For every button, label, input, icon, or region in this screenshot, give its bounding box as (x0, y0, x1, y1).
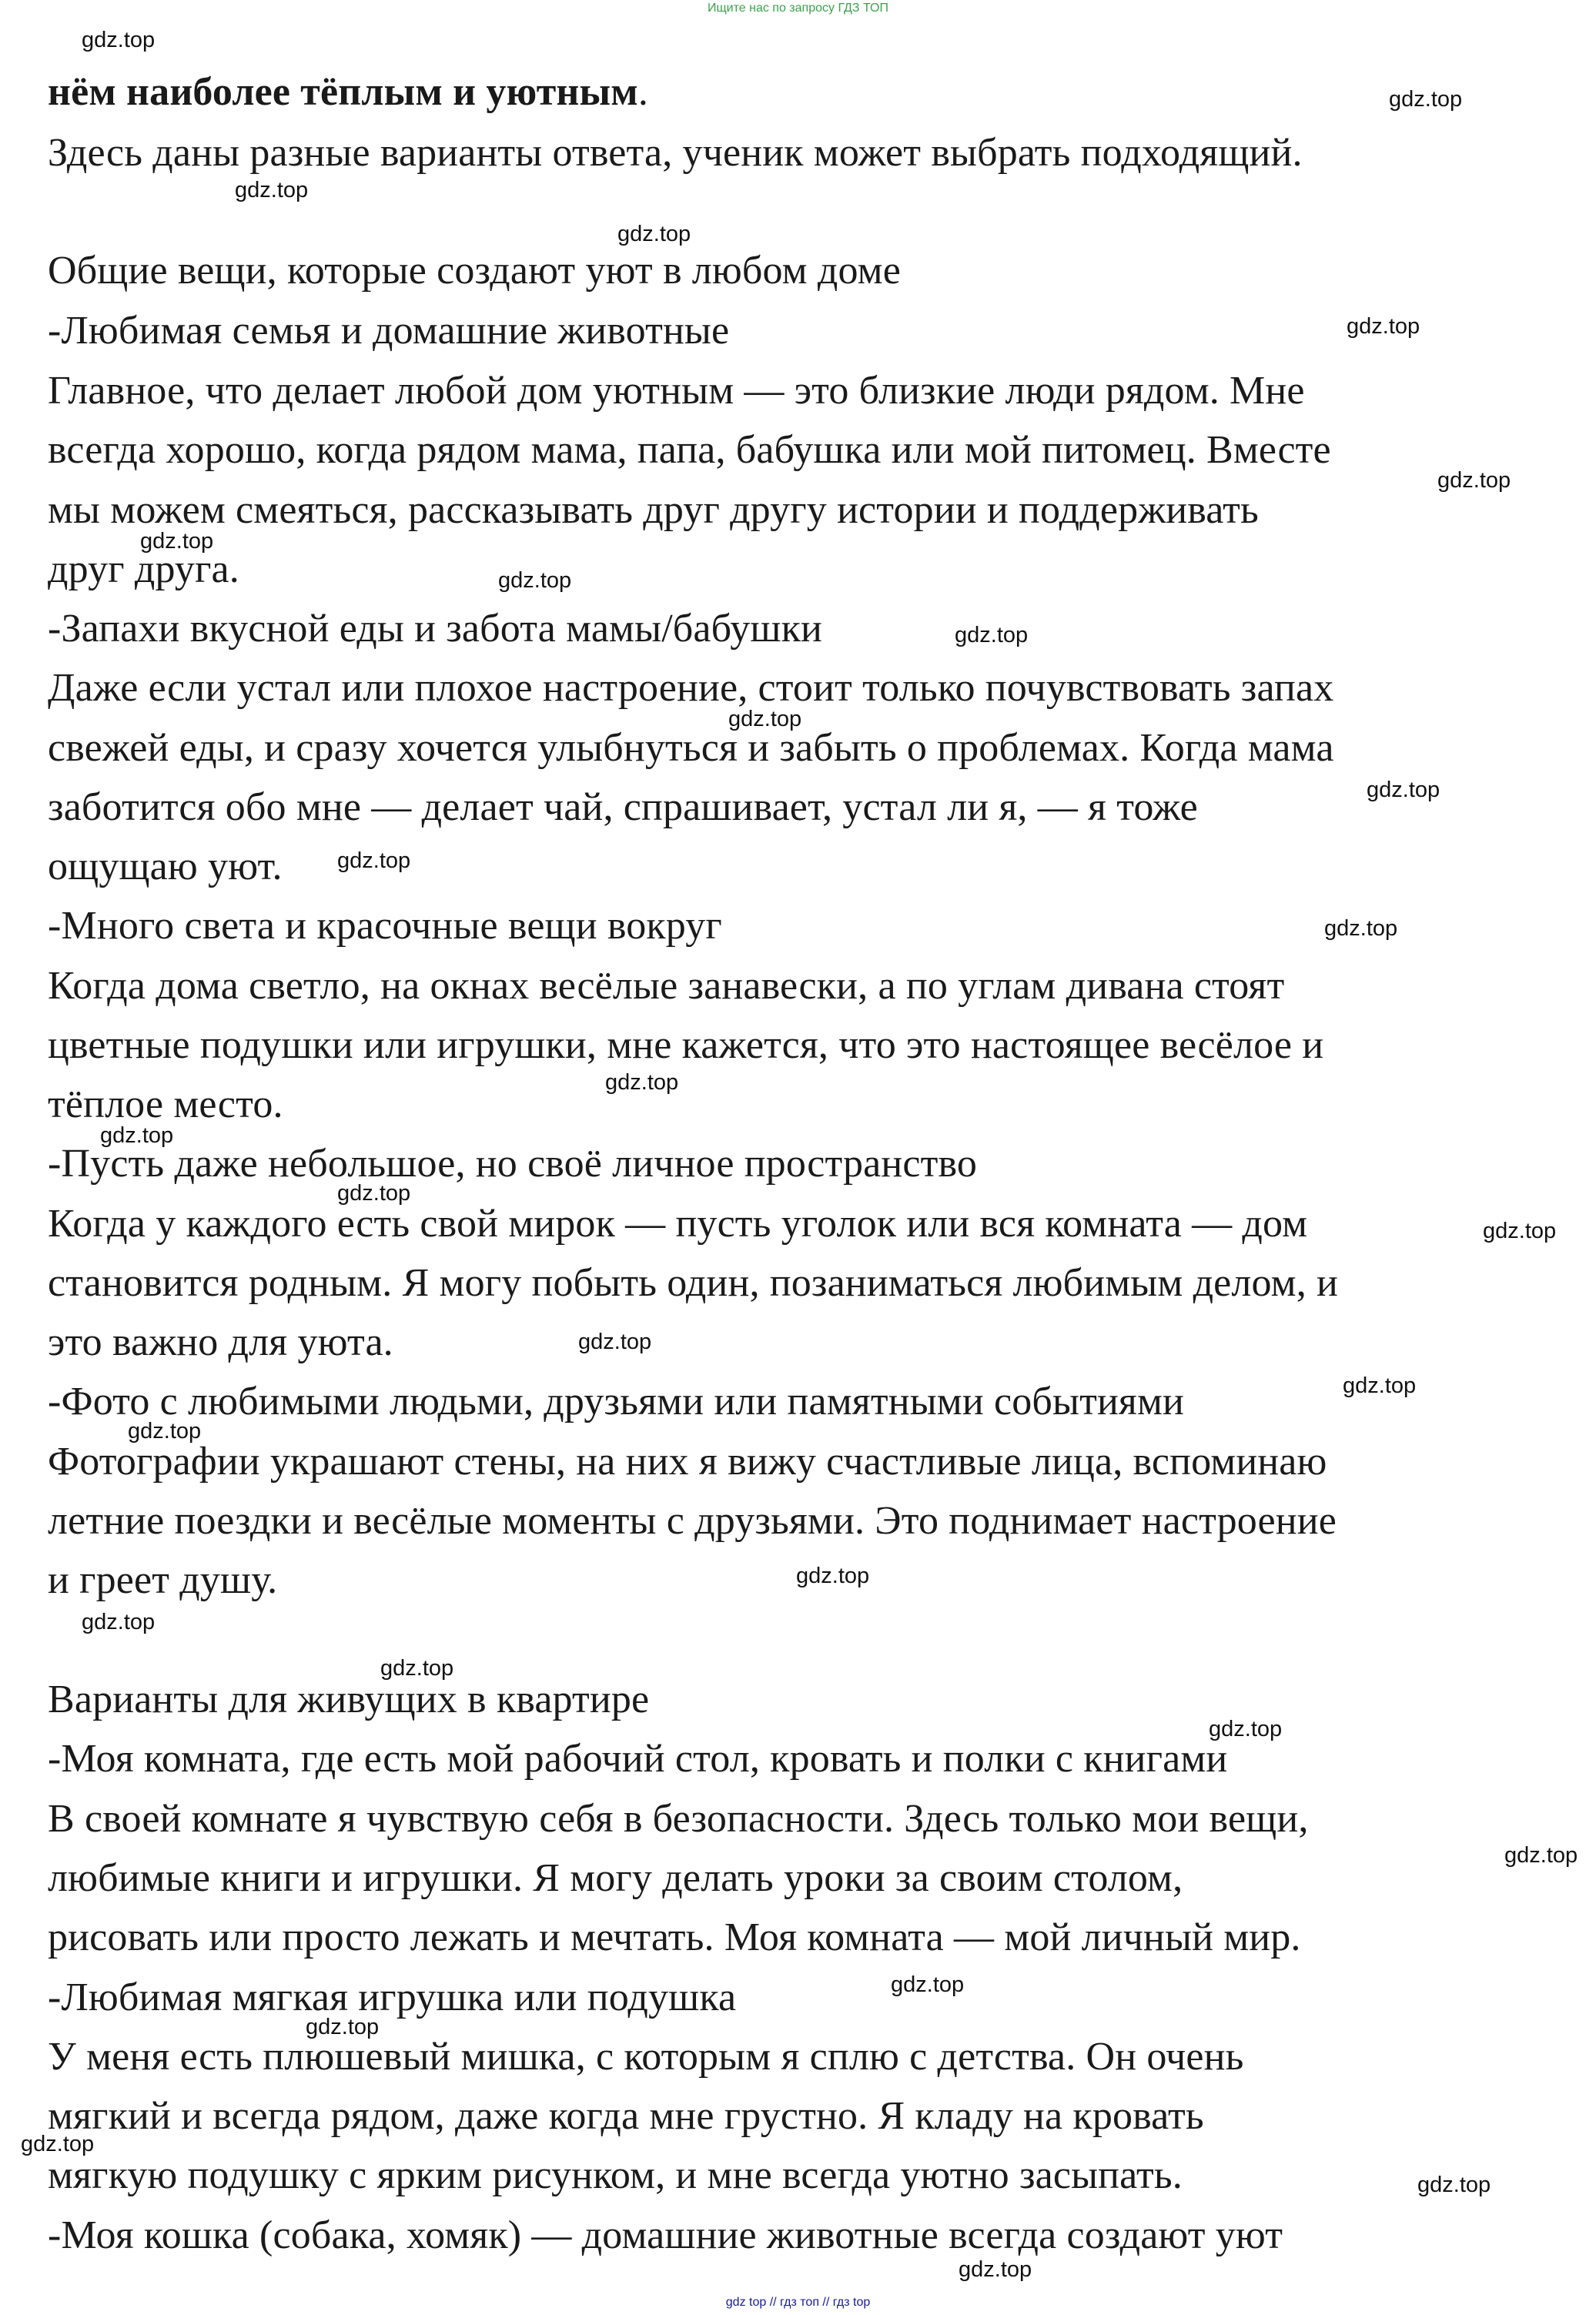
apartment-heading: Варианты для живущих в квартире (48, 1678, 650, 1721)
intro-bold-tail: . (637, 70, 649, 114)
footer-text: gdz top // гдз топ // гдз top (725, 2296, 871, 2309)
intro-note: Здесь даны разные варианты ответа, ученик может выбрать подходящий. (48, 131, 1303, 175)
watermark: gdz.top (306, 2015, 380, 2039)
general-item3-title: -Много света и красочные вещи вокруг (48, 904, 722, 948)
general-item2-line3: заботится обо мне — делает чай, спрашивает, устал ли я, — я тоже (48, 785, 1198, 829)
general-item4-line2: становится родным. Я могу побыть один, позаниматься любимым делом, и (48, 1261, 1339, 1305)
general-item5-line2: летние поездки и весёлые моменты с друзьями. Это поднимает настроение (48, 1499, 1337, 1543)
intro-heading-line (48, 69, 648, 115)
general-item5-title: -Фото с любимыми людьми, друзьями или памятными событиями (48, 1380, 1185, 1423)
general-item3-line3: тёплое место. (48, 1082, 283, 1126)
watermark: gdz.top (1347, 314, 1420, 339)
watermark: gdz.top (578, 1330, 652, 1354)
apartment-item3-title: -Моя кошка (собака, хомяк) — домашние животные всегда создают уют (48, 2213, 1283, 2257)
watermark: gdz.top (891, 1972, 965, 1997)
watermark: gdz.top (82, 1610, 156, 1634)
general-item2-line1: Даже если устал или плохое настроение, стоит только почувствовать запах (48, 666, 1334, 710)
apartment-item2-line1: У меня есть плюшевый мишка, с которым я сплю с детства. Он очень (48, 2035, 1244, 2079)
watermark: gdz.top (498, 568, 572, 593)
intro-bold-text: нём наиболее тёплым и уютным (48, 70, 638, 114)
general-item1-title: -Любимая семья и домашние животные (48, 309, 730, 353)
watermark: gdz.top (1504, 1843, 1578, 1868)
apartment-item2-title: -Любимая мягкая игрушка или подушка (48, 1975, 737, 2019)
apartment-item2-line3: мягкую подушку с ярким рисунком, и мне всегда уютно засыпать. (48, 2153, 1183, 2197)
apartment-item2-line2: мягкий и всегда рядом, даже когда мне грустно. Я кладу на кровать (48, 2094, 1204, 2138)
watermark: gdz.top (1324, 916, 1398, 941)
general-item5-line3: и греет душу. (48, 1558, 278, 1602)
general-item2-line2: свежей еды, и сразу хочется улыбнуться и забыть о проблемах. Когда мама (48, 726, 1334, 770)
watermark: gdz.top (1209, 1717, 1283, 1741)
apartment-item1-line2: любимые книги и игрушки. Я могу делать уроки за своим столом, (48, 1856, 1183, 1900)
general-item2-line4: ощущаю уют. (48, 845, 283, 888)
watermark: gdz.top (1367, 778, 1440, 802)
general-item5-line1: Фотографии украшают стены, на них я вижу счастливые лица, вспоминаю (48, 1440, 1327, 1484)
general-item1-line1: Главное, что делает любой дом уютным — это близкие люди рядом. Мне (48, 369, 1305, 413)
watermark: gdz.top (728, 707, 802, 731)
watermark: gdz.top (1417, 2173, 1491, 2197)
general-item4-line3: это важно для уюта. (48, 1320, 393, 1364)
general-item3-line1: Когда дома светло, на окнах весёлые занавески, а по углам дивана стоят (48, 964, 1285, 1008)
general-heading: Общие вещи, которые создают уют в любом доме (48, 249, 901, 293)
general-item4-title: -Пусть даже небольшое, но своё личное пространство (48, 1142, 977, 1186)
watermark: gdz.top (337, 848, 411, 873)
watermark: gdz.top (337, 1181, 411, 1206)
watermark: gdz.top (605, 1070, 679, 1095)
watermark: gdz.top (955, 623, 1029, 647)
watermark: gdz.top (128, 1419, 202, 1444)
watermark: gdz.top (1389, 87, 1463, 112)
apartment-item1-line3: рисовать или просто лежать и мечтать. Моя комната — мой личный мир. (48, 1915, 1301, 1959)
watermark: gdz.top (21, 2132, 95, 2156)
watermark: gdz.top (1437, 468, 1511, 493)
watermark: gdz.top (380, 1656, 454, 1681)
general-item1-line4: друг друга. (48, 547, 239, 591)
general-item1-line3: мы можем смеяться, рассказывать друг другу истории и поддерживать (48, 488, 1259, 532)
general-item1-line2: всегда хорошо, когда рядом мама, папа, бабушка или мой питомец. Вместе (48, 428, 1331, 472)
general-item4-line1: Когда у каждого есть свой мирок — пусть уголок или вся комната — дом (48, 1202, 1308, 1246)
watermark: gdz.top (235, 178, 309, 202)
general-item2-title: -Запахи вкусной еды и забота мамы/бабушки (48, 607, 822, 651)
top-banner: Ищите нас по запросу ГДЗ ТОП (708, 2, 888, 15)
apartment-item1-line1: В своей комнате я чувствую себя в безопасности. Здесь только мои вещи, (48, 1797, 1309, 1841)
watermark: gdz.top (959, 2257, 1032, 2282)
watermark: gdz.top (1483, 1219, 1557, 1243)
general-item3-line2: цветные подушки или игрушки, мне кажется, что это настоящее весёлое и (48, 1023, 1324, 1067)
watermark: gdz.top (100, 1123, 174, 1148)
watermark: gdz.top (796, 1564, 870, 1588)
watermark: gdz.top (617, 222, 691, 246)
watermark: gdz.top (82, 28, 156, 52)
apartment-item1-title: -Моя комната, где есть мой рабочий стол, кровать и полки с книгами (48, 1737, 1228, 1781)
watermark: gdz.top (1343, 1373, 1417, 1398)
watermark: gdz.top (140, 529, 214, 554)
